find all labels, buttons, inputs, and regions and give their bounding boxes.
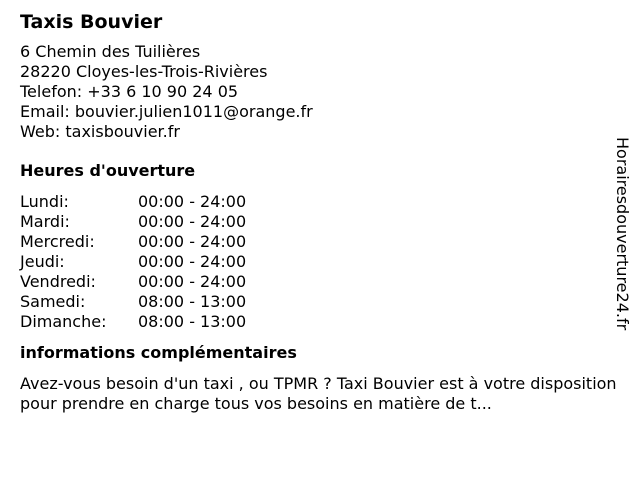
hours-time: 08:00 - 13:00: [138, 312, 247, 331]
hours-row: [20, 292, 620, 312]
hours-row: [20, 312, 620, 332]
web-line: [20, 122, 620, 142]
info-heading: informations complémentaires: [20, 343, 297, 362]
hours-time: 00:00 - 24:00: [138, 232, 247, 251]
hours-time: 00:00 - 24:00: [138, 272, 247, 291]
info-description: Avez-vous besoin d'un taxi , ou TPMR ? Taxi Bouvier est à votre disposition pour prendre en charge tous vos besoins en matière de t...: [20, 374, 617, 413]
phone-number: +33 6 10 90 24 05: [87, 82, 239, 101]
hours-day: Mardi:: [20, 212, 70, 231]
hours-day: Jeudi:: [20, 252, 65, 271]
hours-row: [20, 272, 620, 292]
hours-row: [20, 192, 620, 212]
hours-heading: Heures d'ouverture: [20, 161, 196, 180]
hours-time: 00:00 - 24:00: [138, 252, 247, 271]
hours-time: 00:00 - 24:00: [138, 212, 247, 231]
contact-block: [20, 42, 620, 142]
business-name: Taxis Bouvier: [20, 11, 163, 33]
business-card: [20, 10, 620, 414]
hours-row: [20, 212, 620, 232]
hours-row: [20, 232, 620, 252]
hours-table: [20, 192, 620, 332]
web-label: Web:: [20, 122, 61, 141]
city-address: 28220 Cloyes-les-Trois-Rivières: [20, 62, 268, 81]
hours-row: [20, 252, 620, 272]
hours-day: Samedi:: [20, 292, 86, 311]
site-watermark: Horairesdouverture24.fr: [613, 137, 632, 331]
hours-day: Lundi:: [20, 192, 69, 211]
hours-day: Mercredi:: [20, 232, 95, 251]
email-address: bouvier.julien1011@orange.fr: [74, 102, 313, 121]
website: taxisbouvier.fr: [65, 122, 180, 141]
email-label: Email:: [20, 102, 70, 121]
phone-label: Telefon:: [20, 82, 83, 101]
hours-day: Dimanche:: [20, 312, 107, 331]
hours-time: 00:00 - 24:00: [138, 192, 247, 211]
email-line: [20, 102, 620, 122]
hours-day: Vendredi:: [20, 272, 96, 291]
phone-line: [20, 82, 620, 102]
street-address: 6 Chemin des Tuilières: [20, 42, 201, 61]
hours-time: 08:00 - 13:00: [138, 292, 247, 311]
